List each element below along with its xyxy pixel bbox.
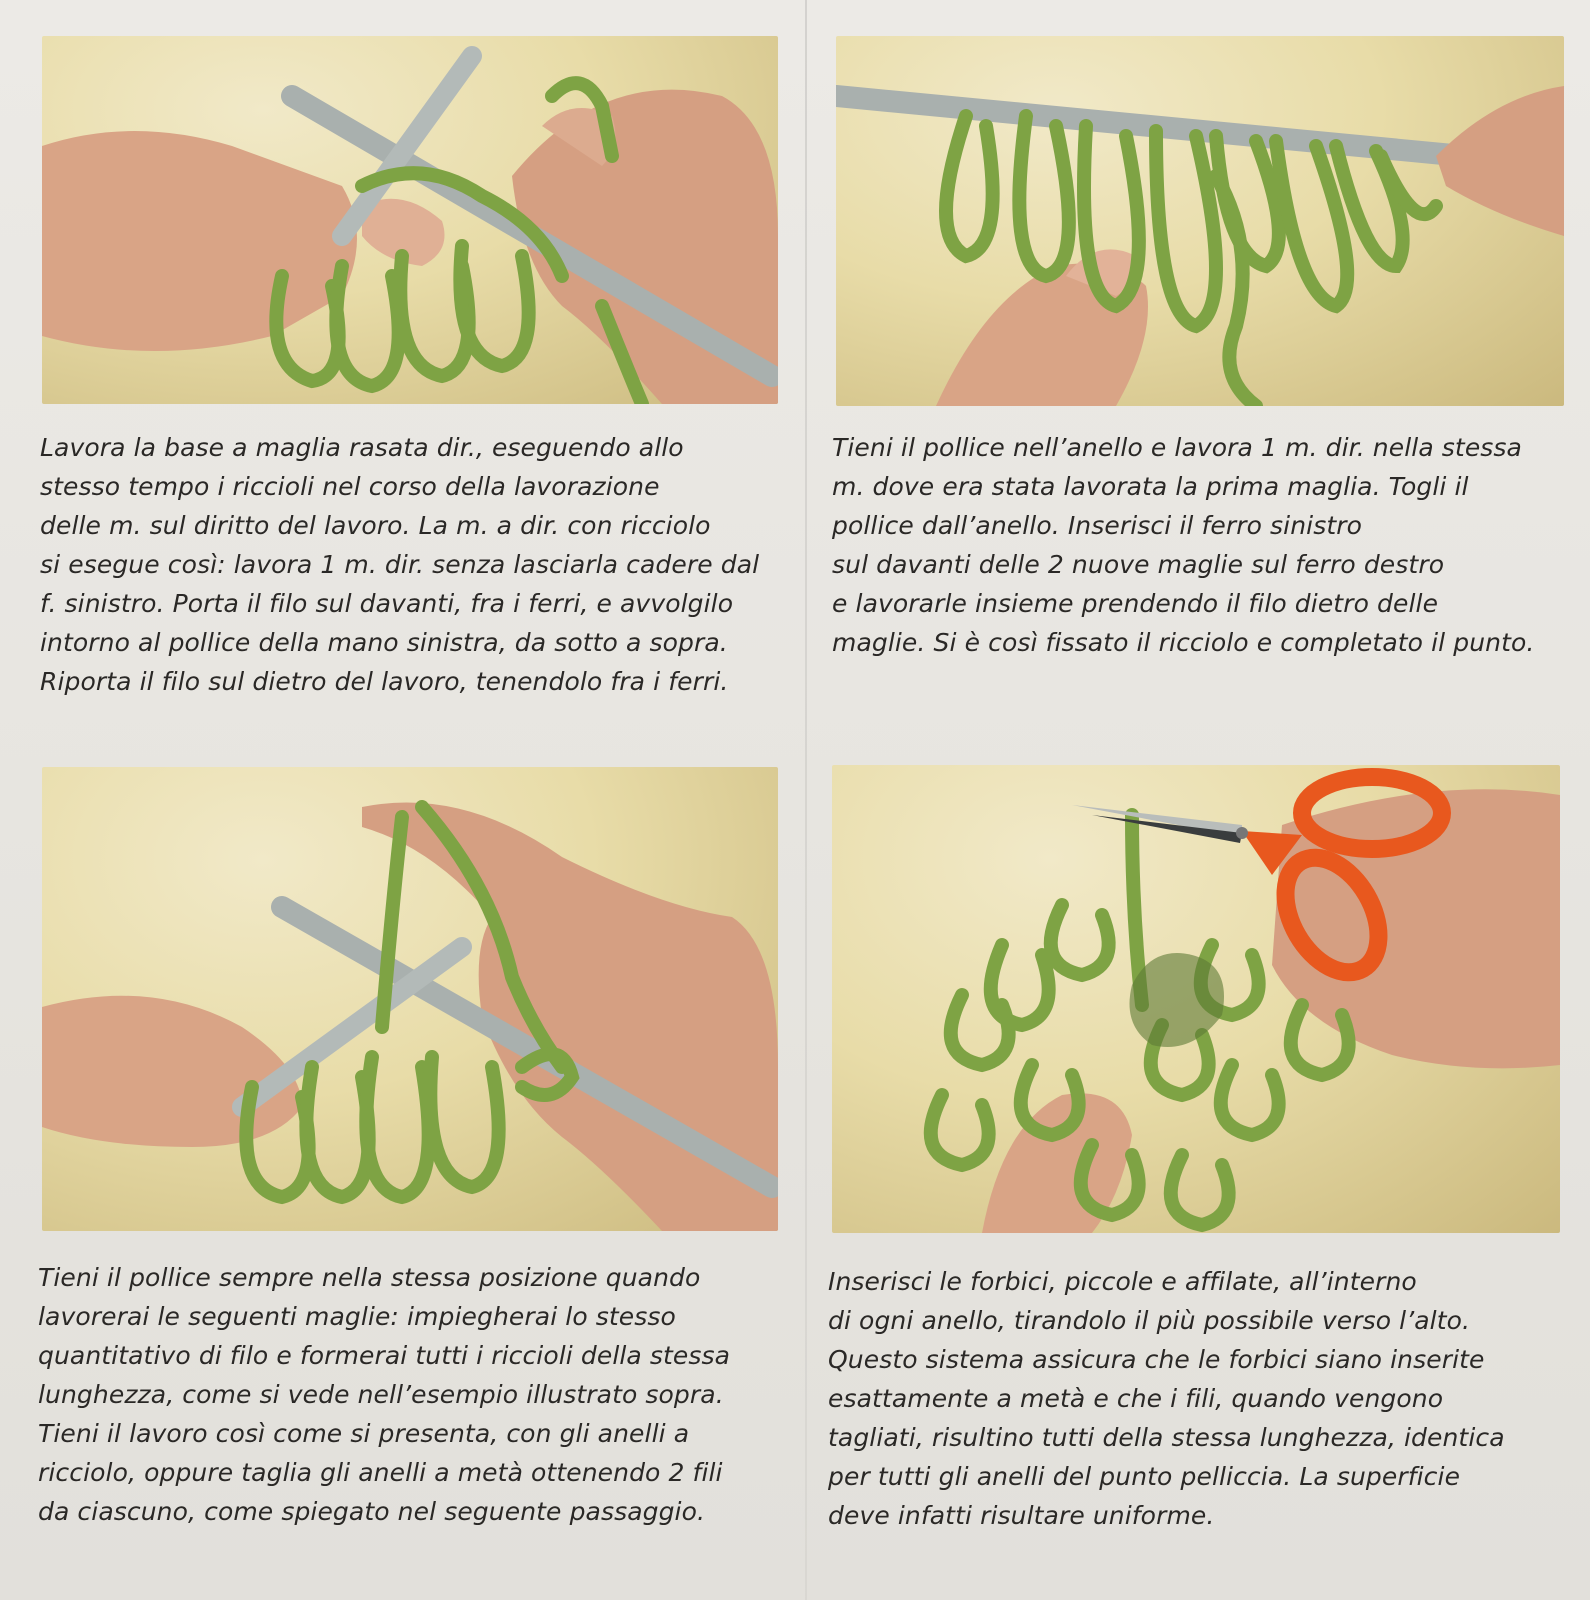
caption-3-line: ricciolo, oppure taglia gli anelli a metà ottenendo 2 fili	[38, 1458, 723, 1487]
caption-1-line: Lavora la base a maglia rasata dir., eseguendo allo	[40, 433, 684, 462]
caption-step-2	[832, 428, 1572, 662]
caption-step-4	[828, 1262, 1568, 1535]
caption-2-line: Tieni il pollice nell’anello e lavora 1 m. dir. nella stessa	[832, 433, 1522, 462]
scissors-cutting-illustration	[832, 765, 1560, 1233]
caption-3-line: da ciascuno, come spiegato nel seguente passaggio.	[38, 1497, 706, 1526]
photo-thumb-loop-step-3	[42, 767, 778, 1231]
caption-3-line: lavorerai le seguenti maglie: impiegherai lo stesso	[38, 1302, 676, 1331]
caption-2-line: maglie. Si è così fissato il ricciolo e completato il punto.	[832, 628, 1535, 657]
photo-knitting-loop-step-1	[42, 36, 778, 404]
caption-3-line: Tieni il lavoro così come si presenta, con gli anelli a	[38, 1419, 690, 1448]
caption-4-line: tagliati, risultino tutti della stessa lunghezza, identica	[828, 1423, 1505, 1452]
caption-3-line: quantitativo di filo e formerai tutti i riccioli della stessa	[38, 1341, 731, 1370]
caption-4-line: Questo sistema assicura che le forbici siano inserite	[828, 1345, 1485, 1374]
caption-2-line: m. dove era stata lavorata la prima maglia. Togli il	[832, 472, 1469, 501]
caption-4-line: Inserisci le forbici, piccole e affilate, all’interno	[828, 1267, 1417, 1296]
caption-2-line: pollice dall’anello. Inserisci il ferro sinistro	[832, 511, 1363, 540]
caption-3-line: Tieni il pollice sempre nella stessa posizione quando	[38, 1263, 701, 1292]
caption-1-line: Riporta il filo sul dietro del lavoro, tenendolo fra i ferri.	[40, 667, 729, 696]
caption-4-line: di ogni anello, tirandolo il più possibile verso l’alto.	[828, 1306, 1471, 1335]
caption-1-line: si esegue così: lavora 1 m. dir. senza lasciarla cadere dal	[40, 550, 760, 579]
loops-on-needle-illustration	[836, 36, 1564, 406]
caption-1-line: f. sinistro. Porta il filo sul davanti, fra i ferri, e avvolgilo	[40, 589, 734, 618]
caption-1-line: stesso tempo i riccioli nel corso della lavorazione	[40, 472, 660, 501]
caption-2-line: e lavorarle insieme prendendo il filo dietro delle	[832, 589, 1439, 618]
caption-1-line: delle m. sul diritto del lavoro. La m. a dir. con ricciolo	[40, 511, 711, 540]
caption-step-3	[38, 1258, 808, 1531]
photo-loops-on-needle-step-2	[836, 36, 1564, 406]
hands-knitting-illustration	[42, 36, 778, 404]
caption-2-line: sul davanti delle 2 nuove maglie sul ferro destro	[832, 550, 1445, 579]
caption-4-line: deve infatti risultare uniforme.	[828, 1501, 1215, 1530]
caption-4-line: esattamente a metà e che i fili, quando vengono	[828, 1384, 1444, 1413]
thumb-loop-illustration	[42, 767, 778, 1231]
caption-4-line: per tutti gli anelli del punto pelliccia. La superficie	[828, 1462, 1461, 1491]
caption-1-line: intorno al pollice della mano sinistra, da sotto a sopra.	[40, 628, 728, 657]
caption-step-1	[40, 428, 810, 701]
caption-3-line: lunghezza, come si vede nell’esempio illustrato sopra.	[38, 1380, 724, 1409]
photo-scissors-cutting-step-4	[832, 765, 1560, 1233]
